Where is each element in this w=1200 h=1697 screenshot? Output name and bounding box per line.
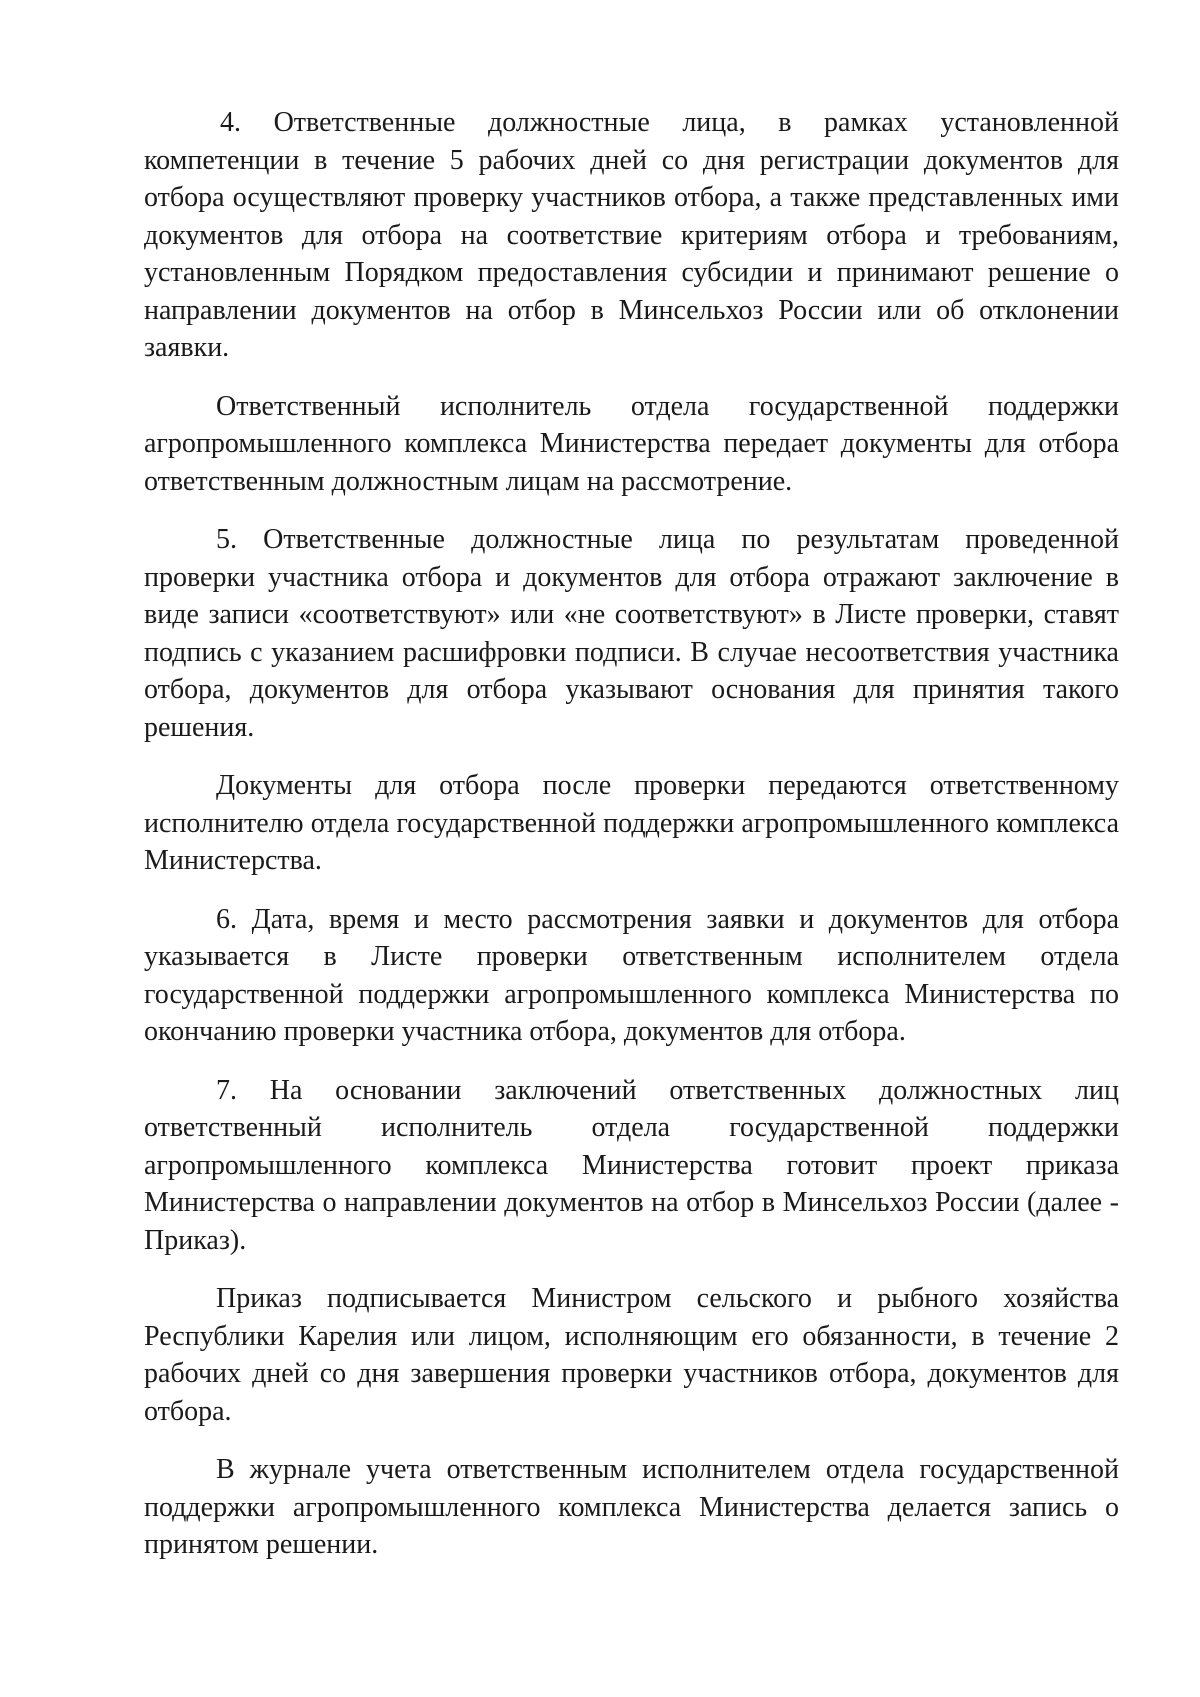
paragraph-7-journal-record: В журнале учета ответственным исполнителем отдела государственной поддержки агропромышленного комплекса Министерства делается запись о принятом решении. xyxy=(144,1454,1119,1560)
document-body xyxy=(144,104,1119,1585)
paragraph-7: 7. На основании заключений ответственных должностных лиц ответственный исполнитель отдела государственной поддержки агропромышленного комплекса Министерства готовит проект приказа Министерства о направлении документов на отбор в Минсельхоз России (далее - Приказ). xyxy=(144,1074,1119,1256)
paragraph-4-continued: Ответственный исполнитель отдела государственной поддержки агропромышленного комплекса Министерства передает документы для отбора ответственным должностным лицам на рассмотрение. xyxy=(144,390,1119,497)
paragraph-7-order-signing: Приказ подписывается Министром сельского и рыбного хозяйства Республики Карелия или лицом, исполняющим его обязанности, в течение 2 рабочих дней со дня завершения проверки участников отбора, документов для отбора. xyxy=(144,1283,1119,1427)
paragraph-6: 6. Дата, время и место рассмотрения заявки и документов для отбора указывается в Листе проверки ответственным исполнителем отдела государственной поддержки агропромышленного комплекса Министерства по окончанию проверки участника отбора, документов для отбора. xyxy=(144,903,1119,1047)
paragraph-5: 5. Ответственные должностные лица по результатам проведенной проверки участника отбора и документов для отбора отражают заключение в виде записи «соответствуют» или «не соответствуют» в Листе проверки, ставят подпись с указанием расшифровки подписи. В случае несоответствия участника отбора, документов для отбора указывают основания для принятия такого решения. xyxy=(144,524,1119,743)
paragraph-4: 4. Ответственные должностные лица, в рамках установленной компетенции в течение 5 рабочих дней со дня регистрации документов для отбора осуществляют проверку участников отбора, а также представленных ими документов для отбора на соответствие критериям отбора и требованиям, установленным Порядком предоставления субсидии и принимают решение о направлении документов на отбор в Минсельхоз России или об отклонении заявки. xyxy=(144,107,1119,363)
paragraph-5-continued: Документы для отбора после проверки передаются ответственному исполнителю отдела государственной поддержки агропромышленного комплекса Министерства. xyxy=(144,770,1119,876)
